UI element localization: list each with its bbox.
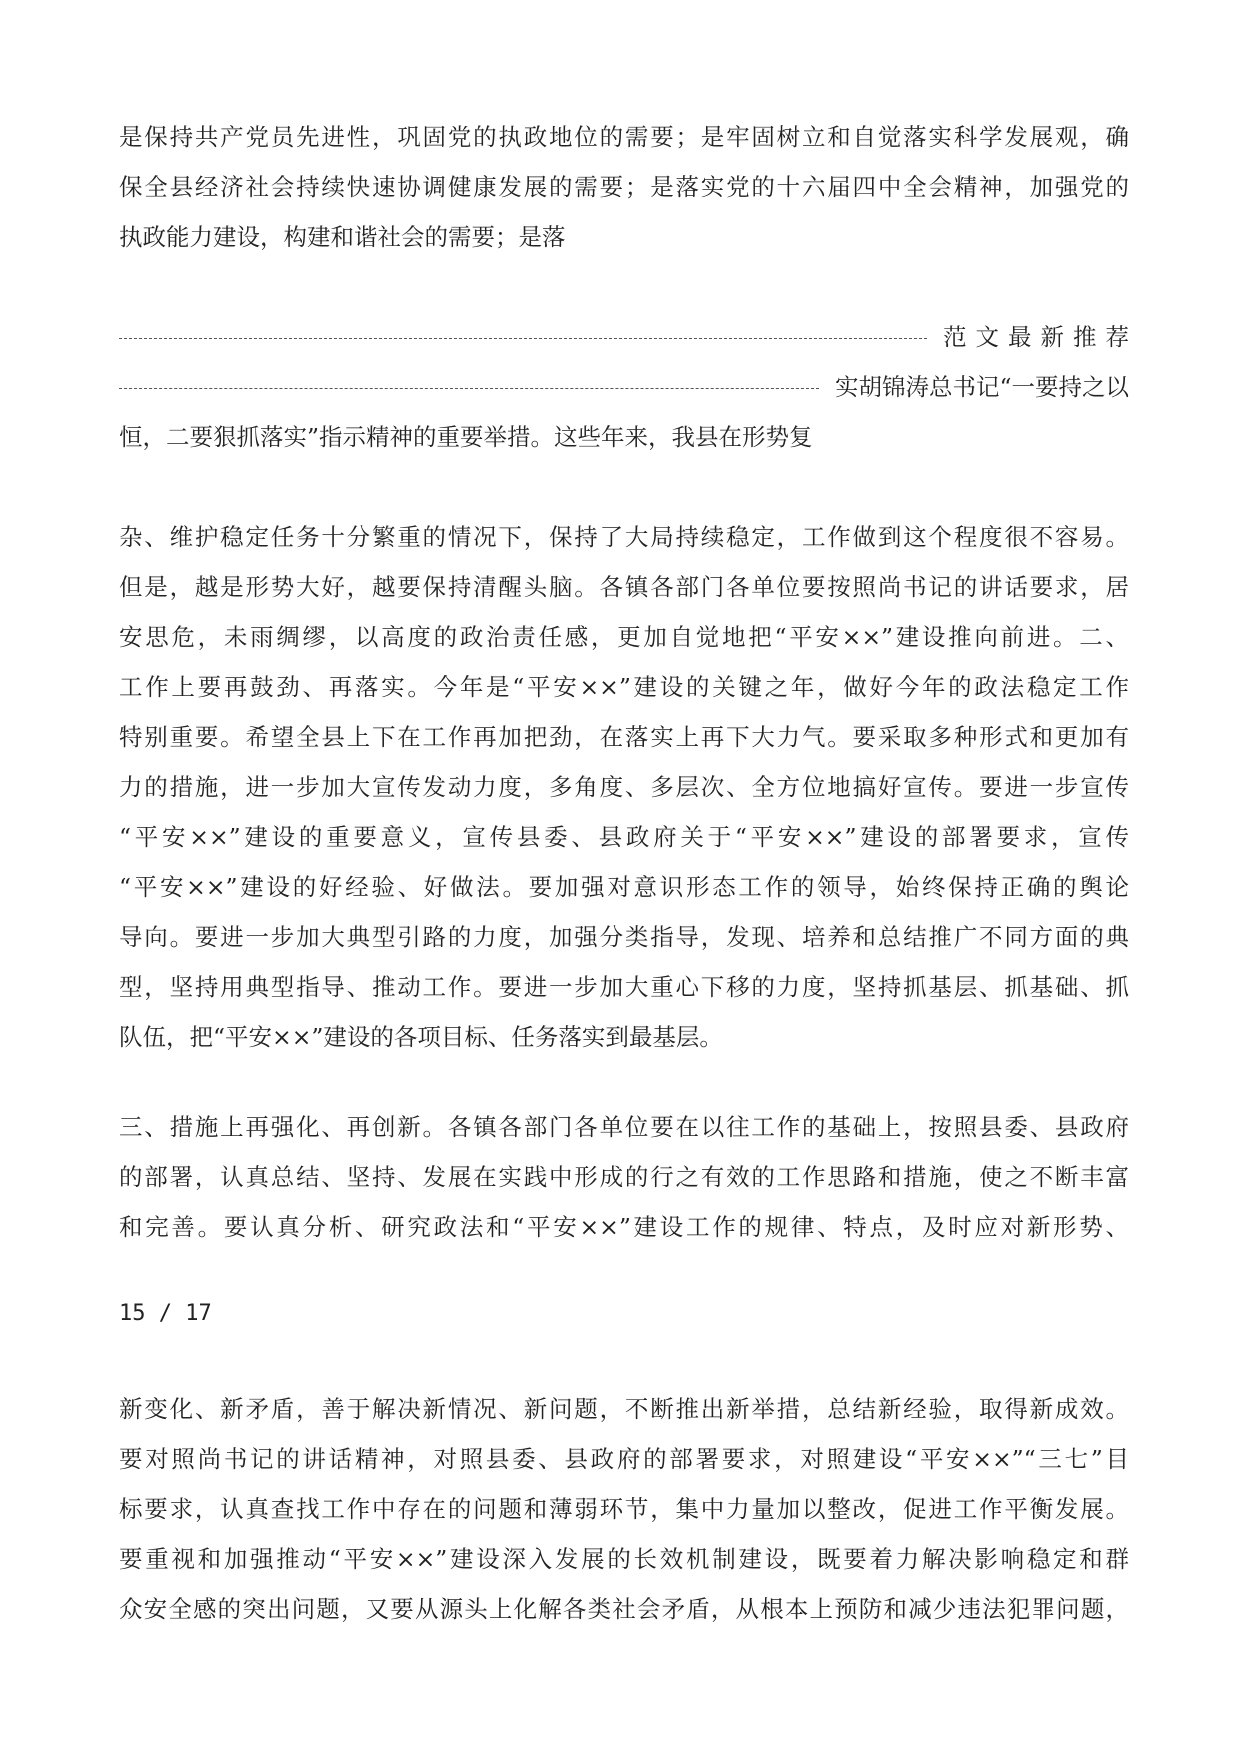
paragraph-1: [119, 112, 1129, 262]
paragraph-3: [119, 512, 1129, 1062]
text-line: 工作上要再鼓劲、再落实。今年是“平安××”建设的关键之年，做好今年的政法稳定工作: [119, 673, 1129, 701]
text-line: 杂、维护稳定任务十分繁重的情况下，保持了大局持续稳定，工作做到这个程度很不容易。: [119, 523, 1129, 551]
continuation-text: 实胡锦涛总书记“一要持之以: [834, 373, 1129, 401]
text-line: 的部署，认真总结、坚持、发展在实践中形成的行之有效的工作思路和措施，使之不断丰富: [119, 1163, 1129, 1191]
text-line: 安思危，未雨绸缪，以高度的政治责任感，更加自觉地把“平安××”建设推向前进。二、: [119, 623, 1129, 651]
text-line: 队伍，把“平安××”建设的各项目标、任务落实到最基层。: [119, 1023, 723, 1051]
dashed-rule: [119, 388, 819, 389]
text-line: 恒，二要狠抓落实”指示精神的重要举措。这些年来，我县在形势复: [119, 423, 813, 451]
text-line: 标要求，认真查找工作中存在的问题和薄弱环节，集中力量加以整改，促进工作平衡发展。: [119, 1495, 1129, 1523]
text-line: 要对照尚书记的讲话精神，对照县委、县政府的部署要求，对照建设“平安××”“三七”目: [119, 1445, 1129, 1473]
text-line: 新变化、新矛盾，善于解决新情况、新问题，不断推出新举措，总结新经验，取得新成效。: [119, 1395, 1129, 1423]
separator-continuation: [119, 362, 1129, 412]
paragraph-4: [119, 1102, 1129, 1252]
paragraph-2: [119, 412, 1129, 462]
recommendation-separator: [119, 312, 1138, 362]
recommendation-label: 范文最新推荐: [943, 323, 1138, 351]
text-line: 和完善。要认真分析、研究政法和“平安××”建设工作的规律、特点，及时应对新形势、: [119, 1213, 1129, 1241]
text-line: 执政能力建设，构建和谐社会的需要；是落: [119, 223, 566, 251]
paragraph-5: [119, 1384, 1129, 1634]
text-line: 导向。要进一步加大典型引路的力度，加强分类指导，发现、培养和总结推广不同方面的典: [119, 923, 1129, 951]
text-line: 型，坚持用典型指导、推动工作。要进一步加大重心下移的力度，坚持抓基层、抓基础、抓: [119, 973, 1129, 1001]
text-line: 保全县经济社会持续快速协调健康发展的需要；是落实党的十六届四中全会精神，加强党的: [119, 173, 1129, 201]
text-line: 众安全感的突出问题，又要从源头上化解各类社会矛盾，从根本上预防和减少违法犯罪问题，: [119, 1595, 1129, 1623]
page-number: 15 / 17: [119, 1301, 212, 1326]
text-line: 是保持共产党员先进性，巩固党的执政地位的需要；是牢固树立和自觉落实科学发展观，确: [119, 123, 1129, 151]
text-line: 但是，越是形势大好，越要保持清醒头脑。各镇各部门各单位要按照尚书记的讲话要求，居: [119, 573, 1129, 601]
text-line: 三、措施上再强化、再创新。各镇各部门各单位要在以往工作的基础上，按照县委、县政府: [119, 1113, 1129, 1141]
text-line: 要重视和加强推动“平安××”建设深入发展的长效机制建设，既要着力解决影响稳定和群: [119, 1545, 1129, 1573]
text-line: 力的措施，进一步加大宣传发动力度，多角度、多层次、全方位地搞好宣传。要进一步宣传: [119, 773, 1129, 801]
text-line: “平安××”建设的好经验、好做法。要加强对意识形态工作的领导，始终保持正确的舆论: [119, 873, 1129, 901]
text-line: “平安××”建设的重要意义，宣传县委、县政府关于“平安××”建设的部署要求，宣传: [119, 823, 1129, 851]
dashed-rule: [119, 338, 927, 339]
text-line: 特别重要。希望全县上下在工作再加把劲，在落实上再下大力气。要采取多种形式和更加有: [119, 723, 1129, 751]
